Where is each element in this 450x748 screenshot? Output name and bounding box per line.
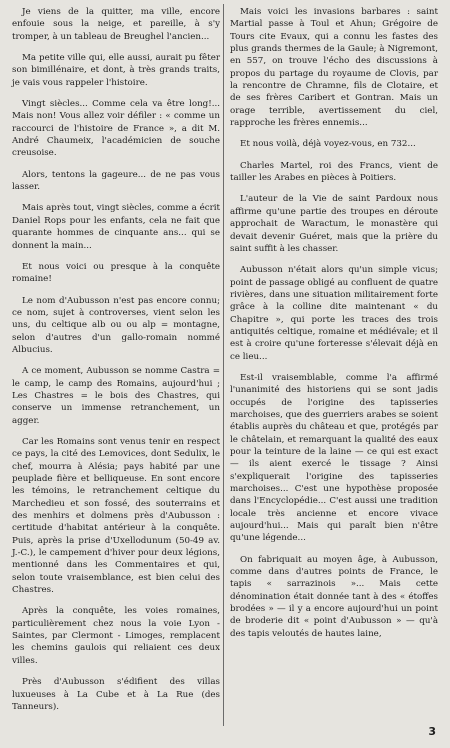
paragraph: Car les Romains sont venus tenir en respect ce pays, la cité des Lemovices, dont Sedulix, le chef, mourra à Alésia; pays habité par une peuplade fière et belliqueuse. En sont encore les témoins, le retranchement celtique du Marchedieu et son fossé, des souterrains et des menhirs et dolmens près d'Aubusson : certitude d'habitat antérieur à la conquête. Puis, après la prise d'Uxellodunum (50-49 av. J.-C.), le campement d'hiver pour deux légions, mentionné dans les Commentaires et qui, selon toute vraisemblance, est bien celui des Chastres. bbox=[12, 436, 220, 596]
paragraph: Charles Martel, roi des Francs, vient de tailler les Arabes en pièces à Poitiers. bbox=[230, 160, 438, 184]
paragraph: Et nous voilà, déjà voyez-vous, en 732... bbox=[240, 139, 416, 150]
paragraph: Et nous voici ou presque à la conquête romaine! bbox=[12, 261, 220, 285]
paragraph: Ma petite ville qui, elle aussi, aurait pu fêter son bimillénaire, et dont, à très grands traits, je vais vous rappeler l'histoire. bbox=[12, 53, 220, 88]
page-number: 3 bbox=[428, 725, 436, 738]
paragraph: On fabriquait au moyen âge, à Aubusson, comme dans d'autres points de France, le tapis « sarrazinois »... Mais cette dénomination était donnée tant à des « étoffes brodées » — il y a encore aujourd'hui un point de broderie dit « point d'Aubusson » — qu'à des tapis veloutés de hautes laine, bbox=[230, 554, 438, 639]
paragraph: Aubusson n'était alors qu'un simple vicus; point de passage obligé au confluent de quatre rivières, dans une situation militairement forte grâce à la colline dite maintenant « du Chapitre », qui porte les traces des trois antiquités celtique, romaine et médiévale; et il est à croire qu'une forteresse s'élevait déjà en ce lieu... bbox=[230, 265, 438, 362]
paragraph: Alors, tentons la gageure... de ne pas vous lasser. bbox=[12, 169, 220, 193]
right-column bbox=[230, 6, 438, 649]
paragraph: Mais voici les invasions barbares : saint Martial passe à Toul et Ahun; Grégoire de Tours cite Evaux, qui a connu les fastes des plus grands thermes de la Gaule; à Nigremont, en 557, on trouve l'écho des discussions à propos du partage du royaume de Clovis, par la rencontre de Chramne, fils de Clotaire, et de ses frères Caribert et Gontran. Mais un orage terrible, avertissement du ciel, rapproche les frères ennemis... bbox=[230, 7, 438, 129]
column-divider bbox=[223, 4, 224, 726]
paragraph: Est-il vraisemblable, comme l'a affirmé l'unanimité des historiens qui se sont jadis occupés de l'origine des tapisseries marchoises, que des guerriers arabes se soient établis auprès du château et que, protégés par le châtelain, et remarquant la qualité des eaux pour la teinture de la laine — ce qui est exact — ils aient exercé le tissage ? Ainsi s'expliquerait l'origine des tapisseries marchoises... C'est une hypothèse proposée dans l'Encyclopédie... C'est aussi une tradition locale très ancienne et encore vivace aujourd'hui... Mais qui paraît bien n'être qu'une légende... bbox=[230, 372, 438, 544]
paragraph: Après la conquête, les voies romaines, particulièrement chez nous la voie Lyon - Saintes, par Clermont - Limoges, remplacent les chemins gaulois qui reliaient ces deux villes. bbox=[12, 606, 220, 666]
paragraph: Le nom d'Aubusson n'est pas encore connu; ce nom, sujet à controverses, vient selon les uns, du celtique alb ou ou alp = montagne, selon d'autres d'un gallo-romain nommé Albucius. bbox=[12, 295, 220, 355]
left-column bbox=[12, 6, 220, 722]
paragraph: Près d'Aubusson s'édifient des villas luxueuses à La Cube et à La Rue (des Tanneurs). bbox=[12, 677, 220, 712]
paragraph: Vingt siècles... Comme cela va être long!... Mais non! Vous allez voir défiler : « comme un raccourci de l'histoire de France », a dit M. André Chaumeix, l'académicien de souche creusoise. bbox=[12, 99, 220, 159]
paragraph: A ce moment, Aubusson se nomme Castra = le camp, le camp des Romains, aujourd'hui ; Les Chastres = le bois des Chastres, qui conserve un immense retranchement, un agger. bbox=[12, 366, 220, 426]
paragraph: Je viens de la quitter, ma ville, encore enfouie sous la neige, et pareille, à s'y tromper, à un tableau de Breughel l'ancien... bbox=[12, 7, 220, 42]
paragraph: Mais après tout, vingt siècles, comme a écrit Daniel Rops pour les enfants, cela ne fait que quarante hommes de cinquante ans... qui se donnent la main... bbox=[12, 203, 220, 251]
paragraph: L'auteur de la Vie de saint Pardoux nous affirme qu'une partie des troupes en déroute approchait de Waractum, le monastère qui devait devenir Guéret, mais que la prière du saint suffit à les chasser. bbox=[230, 194, 438, 254]
